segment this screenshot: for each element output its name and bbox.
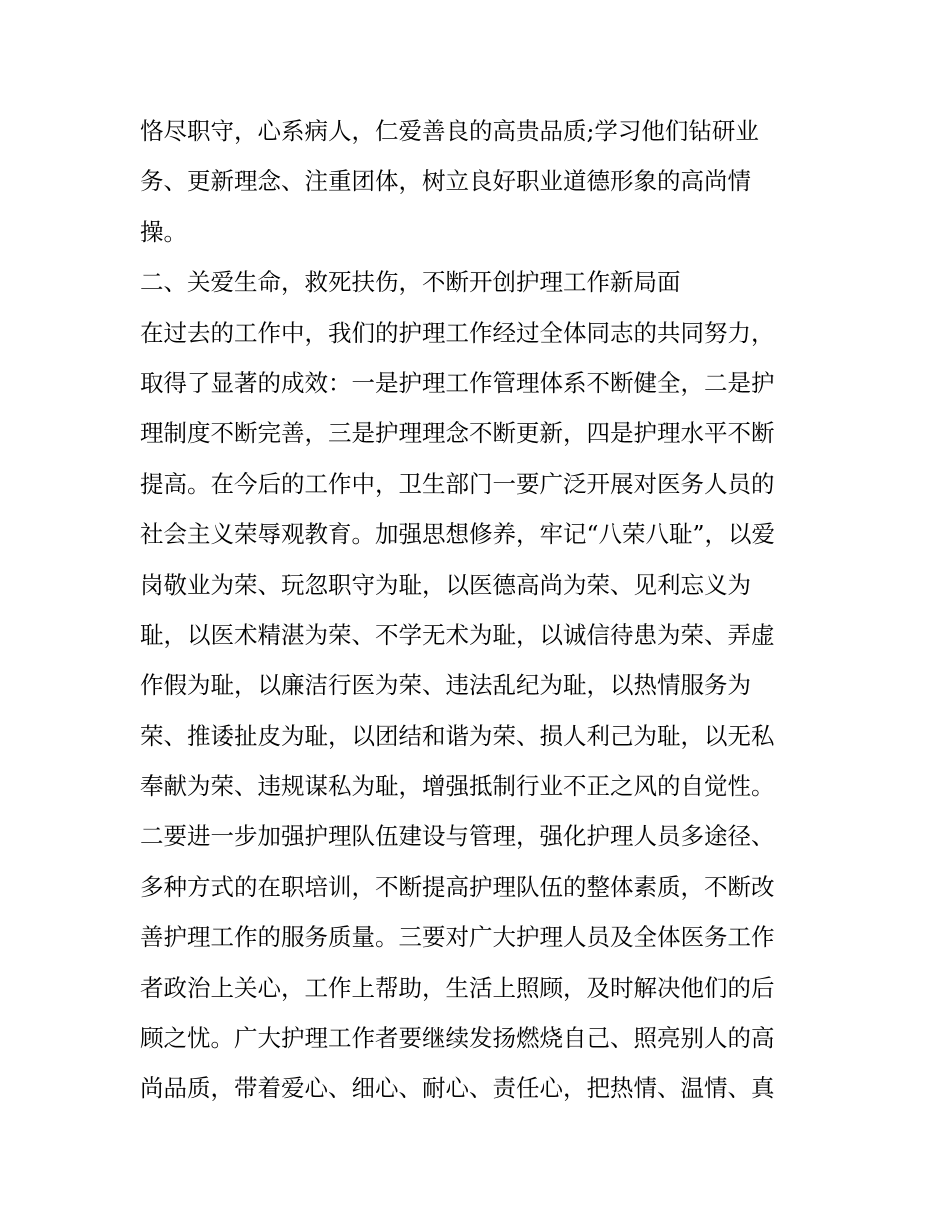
text-line: 恪尽职守，心系病人，仁爱善良的高贵品质;学习他们钻研业 — [140, 117, 759, 145]
text-line: 多种方式的在职培训，不断提高护理队伍的整体素质，不断改 — [140, 872, 775, 901]
text-line: 作假为耻，以廉洁行医为荣、违法乱纪为耻，以热情服务为 — [140, 671, 751, 700]
text-line: 奉献为荣、违规谋私为耻，增强抵制行业不正之风的自觉性。 — [140, 772, 775, 801]
text-line: 取得了显著的成效：一是护理工作管理体系不断健全，二是护 — [140, 368, 775, 397]
text-line: 尚品质，带着爱心、细心、耐心、责任心，把热情、温情、真 — [140, 1074, 775, 1103]
text-line: 者政治上关心，工作上帮助，生活上照顾，及时解决他们的后 — [140, 973, 775, 1002]
text-line: 岗敬业为荣、玩忽职守为耻，以医德高尚为荣、见利忘义为 — [140, 570, 751, 599]
text-line: 提高。在今后的工作中，卫生部门一要广泛开展对医务人员的 — [140, 469, 775, 498]
body-text — [140, 106, 820, 1114]
text-line: 操。 — [140, 217, 187, 246]
text-line: 顾之忧。广大护理工作者要继续发扬燃烧自己、照亮别人的高 — [140, 1024, 775, 1053]
text-line: 耻，以医术精湛为荣、不学无术为耻，以诚信待患为荣、弄虚 — [140, 620, 775, 649]
text-line: 二要进一步加强护理队伍建设与管理，强化护理人员多途径、 — [140, 822, 775, 851]
text-line: 在过去的工作中，我们的护理工作经过全体同志的共同努力， — [140, 318, 775, 347]
text-line: 荣、推诿扯皮为耻，以团结和谐为荣、损人利己为耻，以无私 — [140, 721, 775, 750]
text-line: 务、更新理念、注重团体，树立良好职业道德形象的高尚情 — [140, 167, 751, 196]
section-heading: 二、关爱生命，救死扶伤，不断开创护理工作新局面 — [140, 268, 681, 297]
text-line: 社会主义荣辱观教育。加强思想修养，牢记“八荣八耻”，以爱 — [140, 520, 776, 549]
text-line: 理制度不断完善，三是护理理念不断更新，四是护理水平不断 — [140, 419, 775, 448]
text-line: 善护理工作的服务质量。三要对广大护理人员及全体医务工作 — [140, 923, 775, 952]
